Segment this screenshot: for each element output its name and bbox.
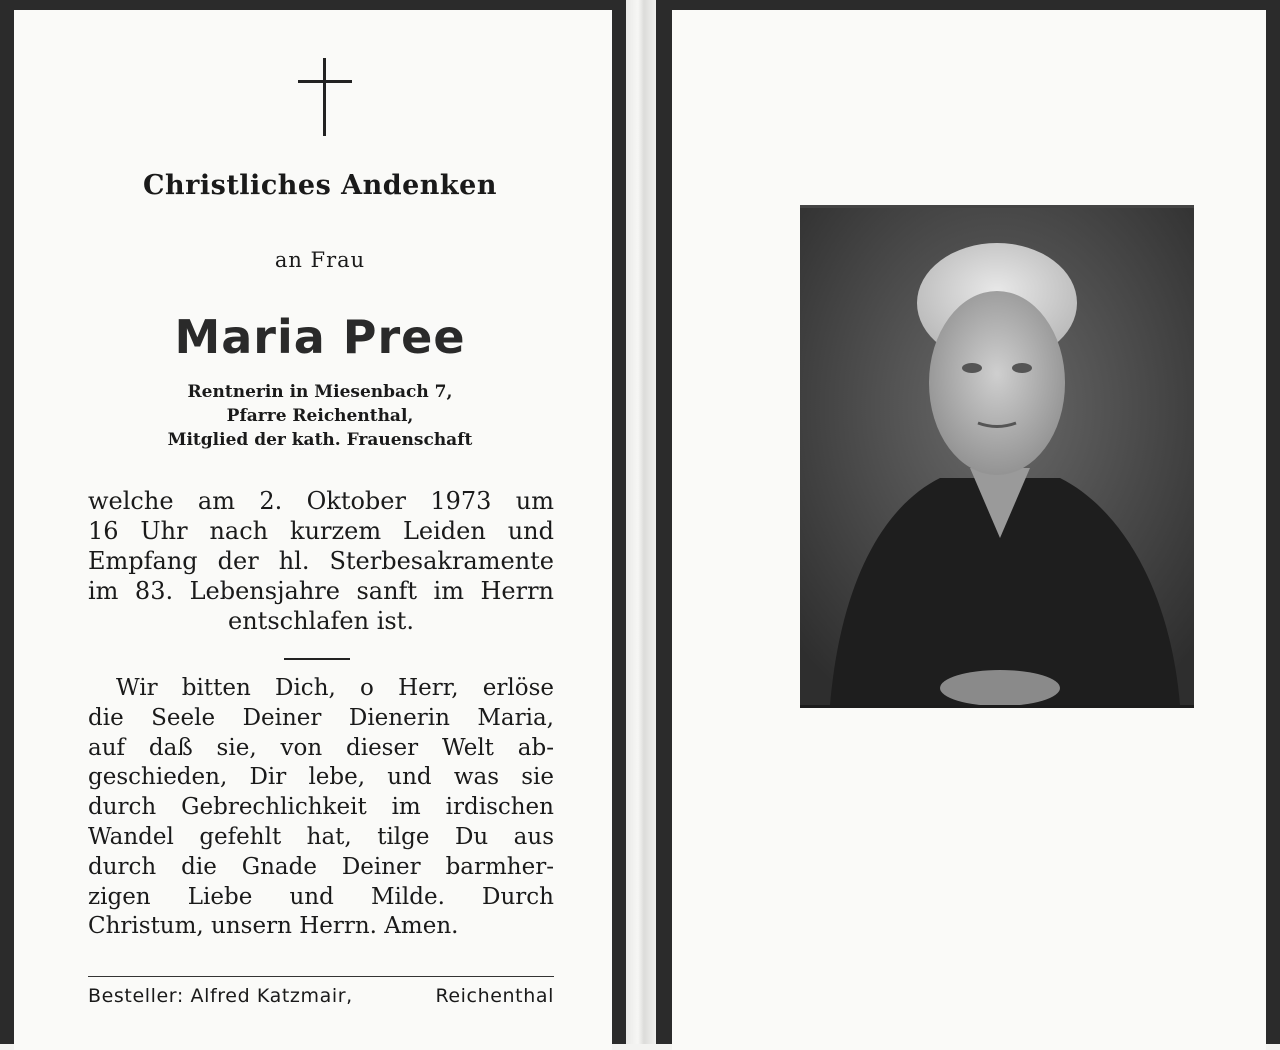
info-line: Pfarre Reichenthal, xyxy=(226,406,414,426)
prayer-text xyxy=(88,674,554,942)
deceased-name: Maria Pree xyxy=(174,310,466,364)
prayer-line: geschieden, Dir lebe, und was sie xyxy=(88,764,554,791)
left-card-frame xyxy=(0,0,626,1044)
prayer-line: zigen Liebe und Milde. Durch xyxy=(88,883,554,910)
card-title: Christliches Andenken xyxy=(143,170,497,201)
left-card xyxy=(14,10,612,1050)
death-notice xyxy=(88,486,554,636)
right-card-frame xyxy=(656,0,1280,1044)
right-card xyxy=(672,10,1266,1050)
prayer-line: durch die Gnade Deiner barmher- xyxy=(88,853,554,880)
footer-rule xyxy=(88,976,554,977)
prayer-line: Wir bitten Dich, o Herr, erlöse xyxy=(116,675,554,701)
death-line: welche am 2. Oktober 1973 um xyxy=(88,487,554,515)
prayer-line: die Seele Deiner Dienerin Maria, xyxy=(88,704,554,731)
death-line: Empfang der hl. Sterbesakramente xyxy=(88,547,554,575)
info-line: Rentnerin in Miesenbach 7, xyxy=(187,382,453,402)
separator-line xyxy=(284,658,350,660)
portrait-image xyxy=(800,208,1194,705)
prayer-line: auf daß sie, von dieser Welt ab- xyxy=(88,734,554,761)
deceased-info xyxy=(14,380,626,452)
death-line: 16 Uhr nach kurzem Leiden und xyxy=(88,517,554,545)
footer-orderer: Besteller: Alfred Katzmair, xyxy=(88,985,353,1007)
portrait-photo xyxy=(800,205,1194,708)
intro-text: an Frau xyxy=(274,248,366,272)
info-line: Mitglied der kath. Frauenschaft xyxy=(167,430,473,450)
death-line: im 83. Lebensjahre sanft im Herrn xyxy=(88,577,554,605)
prayer-line: Wandel gefehlt hat, tilge Du aus xyxy=(88,823,554,850)
prayer-line: Christum, unsern Herrn. Amen. xyxy=(88,913,459,940)
prayer-line: durch Gebrechlichkeit im irdischen xyxy=(88,794,554,821)
footer-place: Reichenthal xyxy=(435,985,554,1007)
death-line: entschlafen ist. xyxy=(228,607,414,635)
cross-icon xyxy=(298,58,352,136)
footer xyxy=(88,985,554,1007)
card-fold xyxy=(626,0,656,1044)
